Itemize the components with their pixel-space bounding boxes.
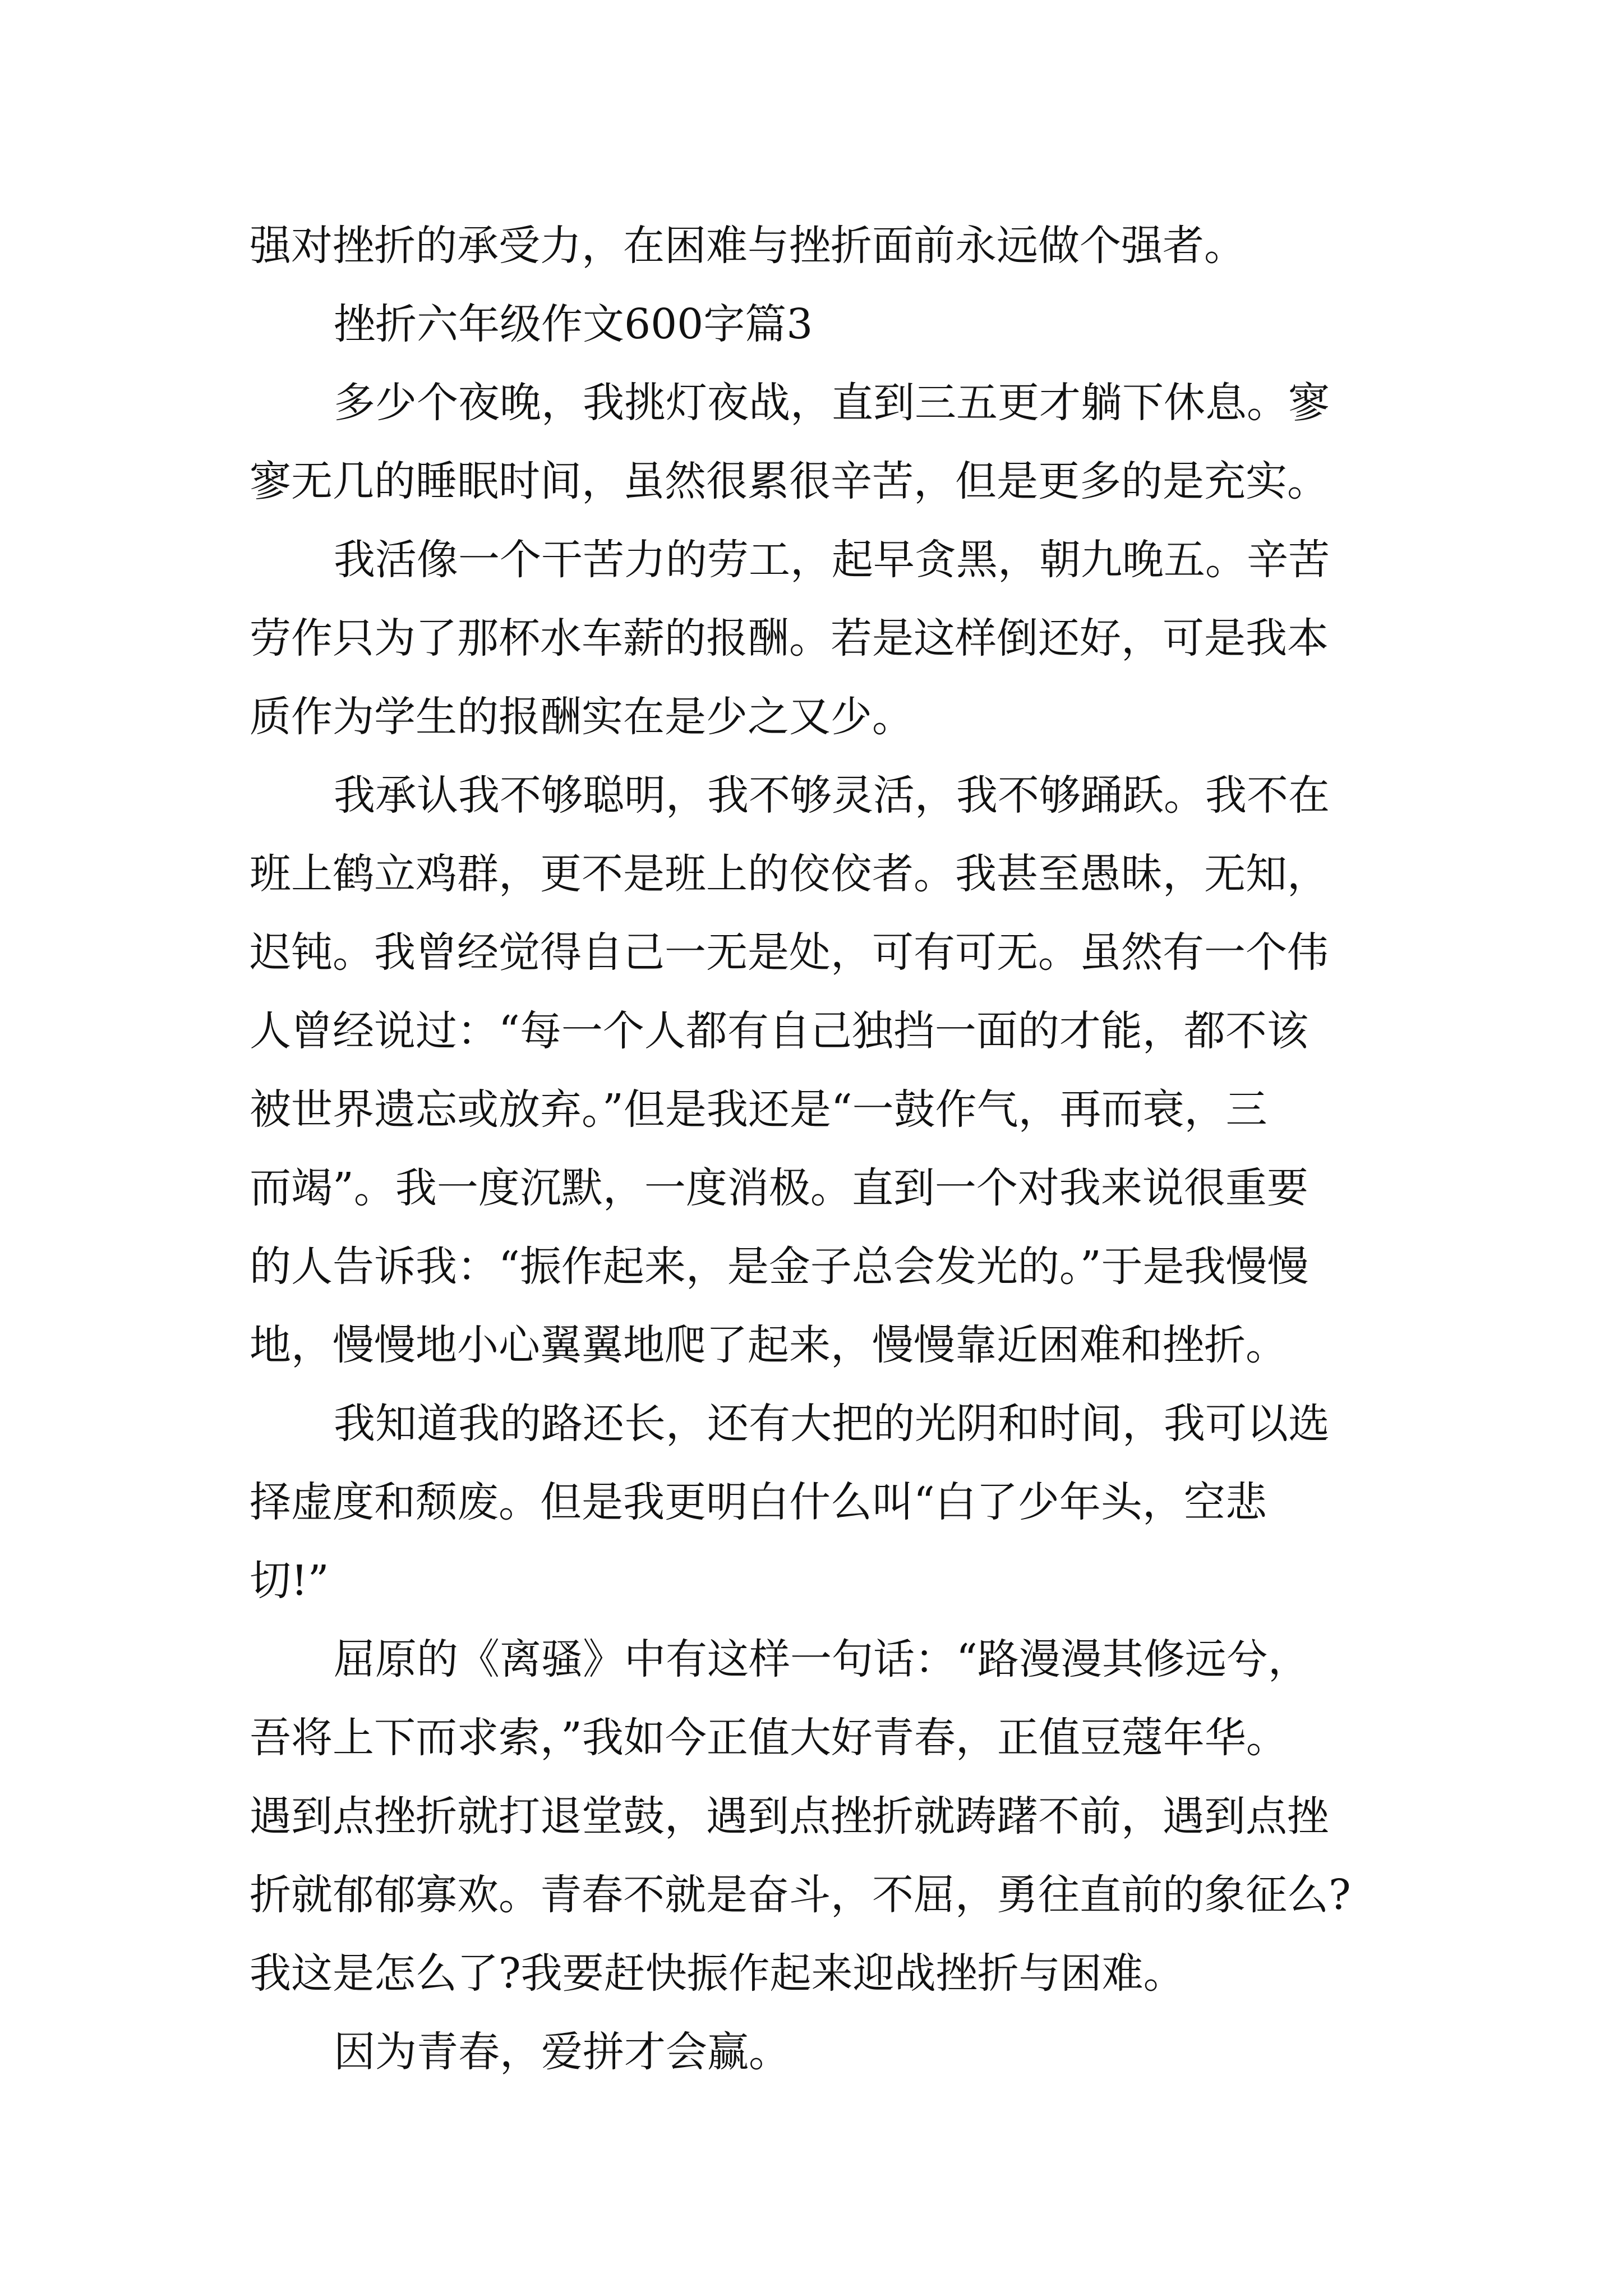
text-line: 多少个夜晚，我挑灯夜战，直到三五更才躺下休息。寥 [334, 379, 1330, 427]
essay-body [250, 206, 1394, 2091]
text-line: 强对挫折的承受力，在困难与挫折面前永远做个强者。 [250, 222, 1246, 270]
text-line: 质作为学生的报酬实在是少之又少。 [250, 693, 914, 741]
text-line: 因为青春，爱拼才会赢。 [334, 2028, 790, 2076]
text-line: 被世界遗忘或放弃。”但是我还是“一鼓作气，再而衰，三 [250, 1085, 1267, 1134]
text-line: 人曾经说过：“每一个人都有自己独挡一面的才能，都不该 [250, 1007, 1308, 1055]
text-line: 劳作只为了那杯水车薪的报酬。若是这样倒还好，可是我本 [250, 614, 1329, 662]
text-line: 地，慢慢地小心翼翼地爬了起来，慢慢靠近困难和挫折。 [250, 1321, 1287, 1369]
text-line: 吾将上下而求索，”我如今正值大好青春，正值豆蔻年华。 [250, 1714, 1288, 1762]
text-line: 我知道我的路还长，还有大把的光阴和时间，我可以选 [334, 1400, 1330, 1448]
text-line: 切!” [250, 1557, 329, 1605]
text-line: 而竭”。我一度沉默，一度消极。直到一个对我来说很重要 [250, 1164, 1308, 1212]
text-line: 我活像一个干苦力的劳工，起早贪黑，朝九晚五。辛苦 [334, 536, 1330, 584]
text-line: 寥无几的睡眠时间，虽然很累很辛苦，但是更多的是充实。 [250, 457, 1329, 505]
text-line: 折就郁郁寡欢。青春不就是奋斗，不屈，勇往直前的象征么? [250, 1871, 1351, 1919]
text-line: 屈原的《离骚》中有这样一句话：“路漫漫其修远兮， [334, 1635, 1310, 1683]
text-line: 遇到点挫折就打退堂鼓，遇到点挫折就踌躇不前，遇到点挫 [250, 1792, 1329, 1841]
text-line: 我承认我不够聪明，我不够灵活，我不够踊跃。我不在 [334, 771, 1330, 820]
text-line: 迟钝。我曾经觉得自己一无是处，可有可无。虽然有一个伟 [250, 928, 1329, 977]
text-line: 我这是怎么了?我要赶快振作起来迎战挫折与困难。 [250, 1949, 1185, 1998]
text-line: 的人告诉我：“振作起来，是金子总会发光的。”于是我慢慢 [250, 1243, 1309, 1291]
text-line: 班上鹤立鸡群，更不是班上的佼佼者。我甚至愚昧，无知， [250, 850, 1329, 898]
text-line: 择虚度和颓废。但是我更明白什么叫“白了少年头，空悲 [250, 1478, 1267, 1526]
section-heading: 挫折六年级作文600字篇3 [334, 300, 813, 348]
